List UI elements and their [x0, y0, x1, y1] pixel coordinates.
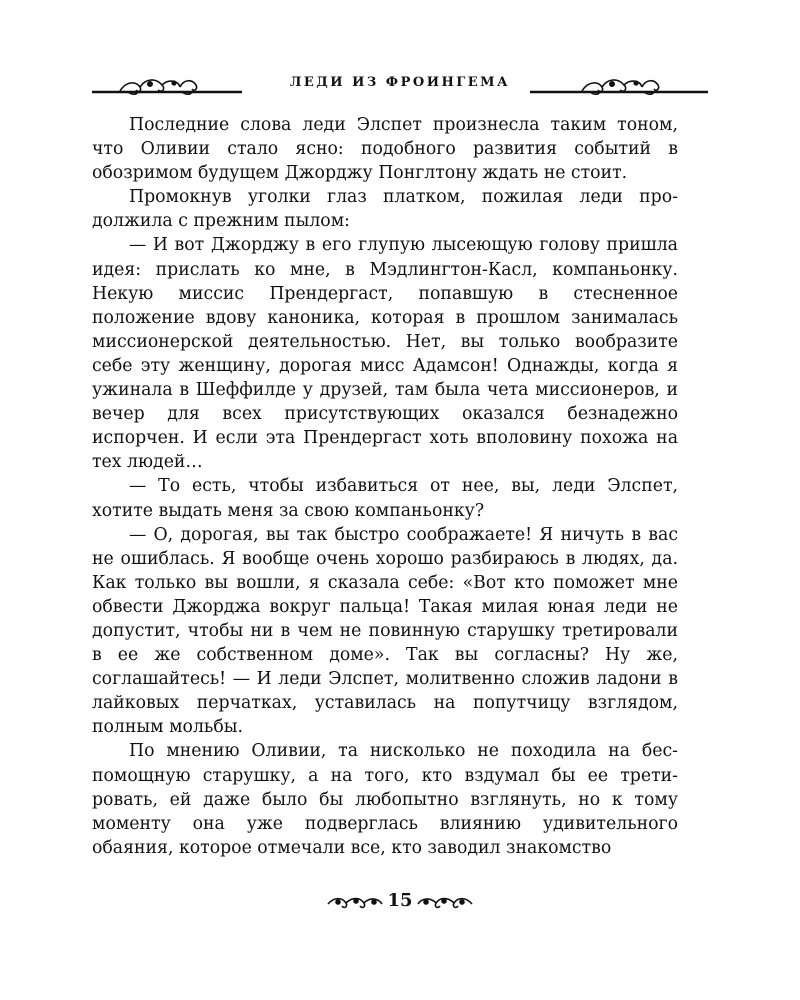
paragraph: — То есть, чтобы избавиться от нее, вы, леди Элспет, хотите выдать меня за свою компаньонку? — [92, 476, 678, 521]
paragraph: — О, дорогая, вы так быстро соображаете! Я ничуть в вас не ошиблась. Я вообще очень хорошо разбираюсь в людях, да. Как только вы вошли, я сказала себе: «Вот кто поможет мне обвести Джорджа вокруг пальца! Такая милая юная леди не допустит, чтобы ни в чем не повинную старушку третировали в ее же собственном доме». Так вы согласны? Ну же, соглашайтесь! — И леди Элспет, молитвенно сложив ладони в лайковых перчатках, уставилась на попутчицу взглядом, полным мольбы. — [92, 524, 678, 738]
paragraph: Промокнув уголки глаз платком, пожилая леди продолжила с прежним пылом: — [92, 187, 678, 232]
right-footer-ornament-icon — [414, 896, 474, 910]
page-number: 15 — [387, 890, 413, 911]
paragraph: По мнению Оливии, та нисколько не походила на беспомощную старушку, а на того, кто вздумал бы ее третировать, ей даже было бы любопытно взглянуть, но к тому моменту она уже подверглась влиянию удивительного обаяния, которое отмечали все, кто заводил знакомство — [92, 741, 678, 858]
book-title: ЛЕДИ ИЗ ФРОИНГЕМА — [289, 75, 511, 90]
right-header-ornament-icon — [530, 75, 708, 97]
main-text — [92, 113, 678, 860]
paragraph: Последние слова леди Элспет произнесла таким тоном, что Оливии стало ясно: подобного развития событий в обозримом будущем Джорджу Понглтону ждать не стоит. — [92, 115, 678, 184]
running-header — [92, 70, 708, 100]
page-footer — [310, 888, 490, 916]
paragraph: — И вот Джорджу в его глупую лысеющую голову пришла идея: прислать ко мне, в Мэдлингтон-Касл, компаньонку. Некую миссис Прендергаст, попавшую в стесненное положение вдову каноника, которая в прошлом занималась миссионерской деятельностью. Нет, вы только вообразите себе эту женщину, дорогая мисс Адамсон! Однажды, когда я ужинала в Шеффилде у друзей, там была чета миссионеров, и вечер для всех присутствующих оказался безнадежно испорчен. И если эта Прендергаст хоть вполовину похожа на тех людей… — [92, 235, 678, 473]
